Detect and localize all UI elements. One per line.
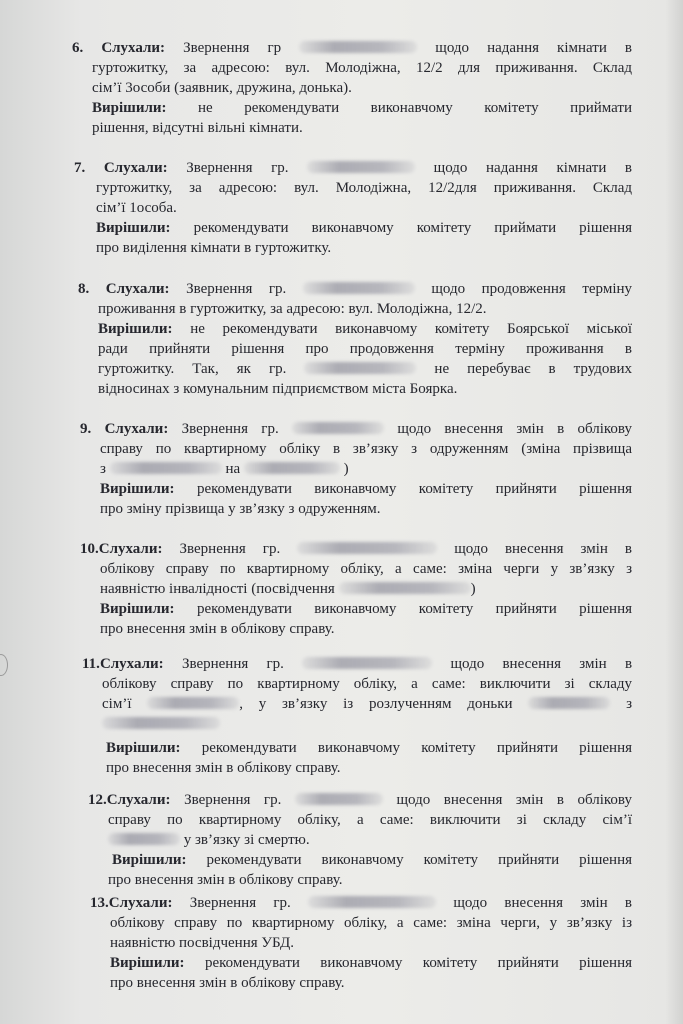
decided-text: рекомендувати виконавчому комітету прийняти рішення [204,955,633,971]
decided-line-2: про внесення змін в облікову справу. [110,975,345,991]
decided-label: Вирішили: [112,852,187,868]
heard-line-2: справу по квартирному обліку в зв’язку з одруженням (зміна прізвища [100,441,632,457]
decided-line-1 [74,218,632,238]
redacted-extra-name [102,717,220,729]
decided-label: Вирішили: [106,740,181,756]
item-11 [82,654,632,778]
redacted-name [303,282,415,294]
decided-text: рекомендувати виконавчому комітету приймати рішення [193,220,632,236]
heard-line-3 [82,694,632,714]
heard-line-2: проживання в гуртожитку, за адресою: вул. Молодіжна, 12/2. [98,301,487,317]
heard-line-2: справу по квартирному обліку, а саме: виключити зі складу сім’ї [108,812,632,828]
item-8-heard-line-1 [78,279,632,299]
heard-text: щодо внесення змін в [453,895,633,911]
item-number: 13. [90,895,109,911]
heard-label: Слухали: [105,281,170,297]
decided-label: Вирішили: [110,955,185,971]
heard-label: Слухали: [101,40,166,56]
redacted-name [295,793,383,805]
heard-text: Звернення гр [183,40,282,56]
item-number: 11. [82,656,100,672]
decided-line-3 [78,359,632,379]
item-9-heard-line-1 [80,419,632,439]
heard-text: ) [343,461,349,477]
heard-line-3 [80,459,632,479]
heard-label: Слухали: [108,895,173,911]
heard-text: з [626,696,633,712]
heard-text: Звернення гр. [186,281,287,297]
heard-text: ) [470,581,476,597]
heard-line-3: наявністю посвідчення УБД. [110,935,295,951]
item-8 [78,279,632,399]
redacted-name [308,896,436,908]
decided-line-1 [88,850,632,870]
redacted-name [304,362,416,374]
heard-text: Звернення гр. [181,421,279,437]
heard-label: Слухали: [99,656,164,672]
item-12-heard-line-1 [88,790,632,810]
item-10 [80,539,632,639]
item-10-heard-line-1 [80,539,632,559]
heard-line-2: облікову справу по квартирному обліку, а саме: виключити зі складу [102,676,632,692]
decided-text: рекомендувати виконавчому комітету прийняти рішення [196,601,633,617]
heard-text: Звернення гр. [181,656,284,672]
heard-line-2: облікову справу по квартирному обліку, а саме: зміна черги, у зв’язку із [110,915,632,931]
decided-line-2: про внесення змін в облікову справу. [108,872,343,888]
redacted-daughter [528,697,610,709]
redacted-name [297,542,437,554]
item-6 [72,38,632,138]
heard-text: Звернення гр. [179,541,281,557]
decided-line-1 [78,319,632,339]
heard-label: Слухали: [106,792,171,808]
redacted-name [292,422,384,434]
item-9 [80,419,632,519]
heard-text: щодо внесення змін в [454,541,633,557]
decided-line-4: відносинах з комунальним підприємством міста Боярка. [98,381,458,397]
redacted-name [307,161,415,173]
item-13-heard-line-1 [90,893,632,913]
heard-text: щодо надання кімнати в [435,40,633,56]
decided-line-2: про виділення кімнати в гуртожитку. [96,240,332,256]
decided-text: рекомендувати виконавчому комітету прийняти рішення [201,740,633,756]
decided-label: Вирішили: [98,321,173,337]
page-edge-shadow [665,0,683,1024]
heard-label: Слухали: [104,421,169,437]
item-number: 8. [78,281,90,297]
item-12 [88,790,632,890]
item-number: 7. [74,160,86,176]
heard-line-4 [82,714,632,734]
heard-text: Звернення гр. [189,895,291,911]
decided-line-2: про внесення змін в облікову справу. [100,621,335,637]
decided-label: Вирішили: [92,100,167,116]
item-13 [90,893,632,993]
heard-line-3: сім’ї 3особи (заявник, дружина, донька). [92,80,352,96]
heard-label: Слухали: [103,160,168,176]
decided-label: Вирішили: [100,481,175,497]
heard-text: щодо внесення змін в [450,656,633,672]
heard-line-3 [80,579,632,599]
decided-line-1 [80,479,632,499]
decided-text: гуртожитку. Так, як гр. [98,361,287,377]
item-number: 10. [80,541,99,557]
heard-text: щодо продовження терміну [431,281,633,297]
decided-line-1 [72,98,632,118]
decided-text: рекомендувати виконавчому комітету прийняти рішення [206,852,633,868]
heard-text: сім’ї [102,696,132,712]
heard-line-2: гуртожитку, за адресою: вул. Молодіжна, 12/2для приживання. Склад [96,180,632,196]
item-number: 9. [80,421,92,437]
redacted-family-member [147,697,239,709]
item-number: 6. [72,40,84,56]
redacted-name [302,657,432,669]
heard-text: з [100,461,106,477]
heard-label: Слухали: [98,541,163,557]
item-7-heard-line-1 [74,158,632,178]
decided-line-1 [80,599,632,619]
decided-label: Вирішили: [96,220,171,236]
decided-text: не рекомендувати виконавчому комітету Боярської міської [190,321,633,337]
decided-line-1 [82,738,632,758]
heard-line-2: гуртожитку, за адресою: вул. Молодіжна, 12/2 для приживання. Склад [92,60,632,76]
decided-line-2: рішення, відсутні вільні кімнати. [92,120,303,136]
punch-hole-mark [0,654,8,676]
heard-text: Звернення гр. [186,160,289,176]
heard-text: щодо внесення змін в облікову [397,421,632,437]
redacted-name [299,41,417,53]
redacted-certificate [339,582,471,594]
heard-text: щодо внесення змін в облікову [396,792,633,808]
heard-text: , у зв’язку із розлученням доньки [239,696,513,712]
decided-label: Вирішили: [100,601,175,617]
decided-line-2: про зміну прізвища у зв’язку з одруженням. [100,501,381,517]
heard-text: наявністю інвалідності (посвідчення [100,581,335,597]
decided-line-2: ради прийняти рішення про продовження терміну проживання в [98,341,632,357]
decided-text: не перебуває в трудових [434,361,632,377]
item-6-heard-line-1 [72,38,632,58]
decided-line-2: про внесення змін в облікову справу. [106,760,341,776]
item-number: 12. [88,792,107,808]
redacted-old-surname [110,462,222,474]
heard-text: Звернення гр. [184,792,282,808]
item-11-heard-line-1 [82,654,632,674]
decided-line-1 [90,953,632,973]
redacted-family-member [108,833,180,845]
redacted-new-surname [244,462,340,474]
heard-line-3: сім’ї 1особа. [96,200,177,216]
item-7 [74,158,632,258]
decided-text: рекомендувати виконавчому комітету прийняти рішення [196,481,633,497]
heard-text: на [225,461,241,477]
heard-text: щодо надання кімнати в [433,160,633,176]
decided-text: не рекомендувати виконавчому комітету приймати [198,100,632,116]
heard-line-2: облікову справу по квартирному обліку, а саме: зміна черги у зв’язку з [100,561,632,577]
heard-text: у зв’язку зі смертю. [183,832,310,848]
heard-line-3 [88,830,632,850]
